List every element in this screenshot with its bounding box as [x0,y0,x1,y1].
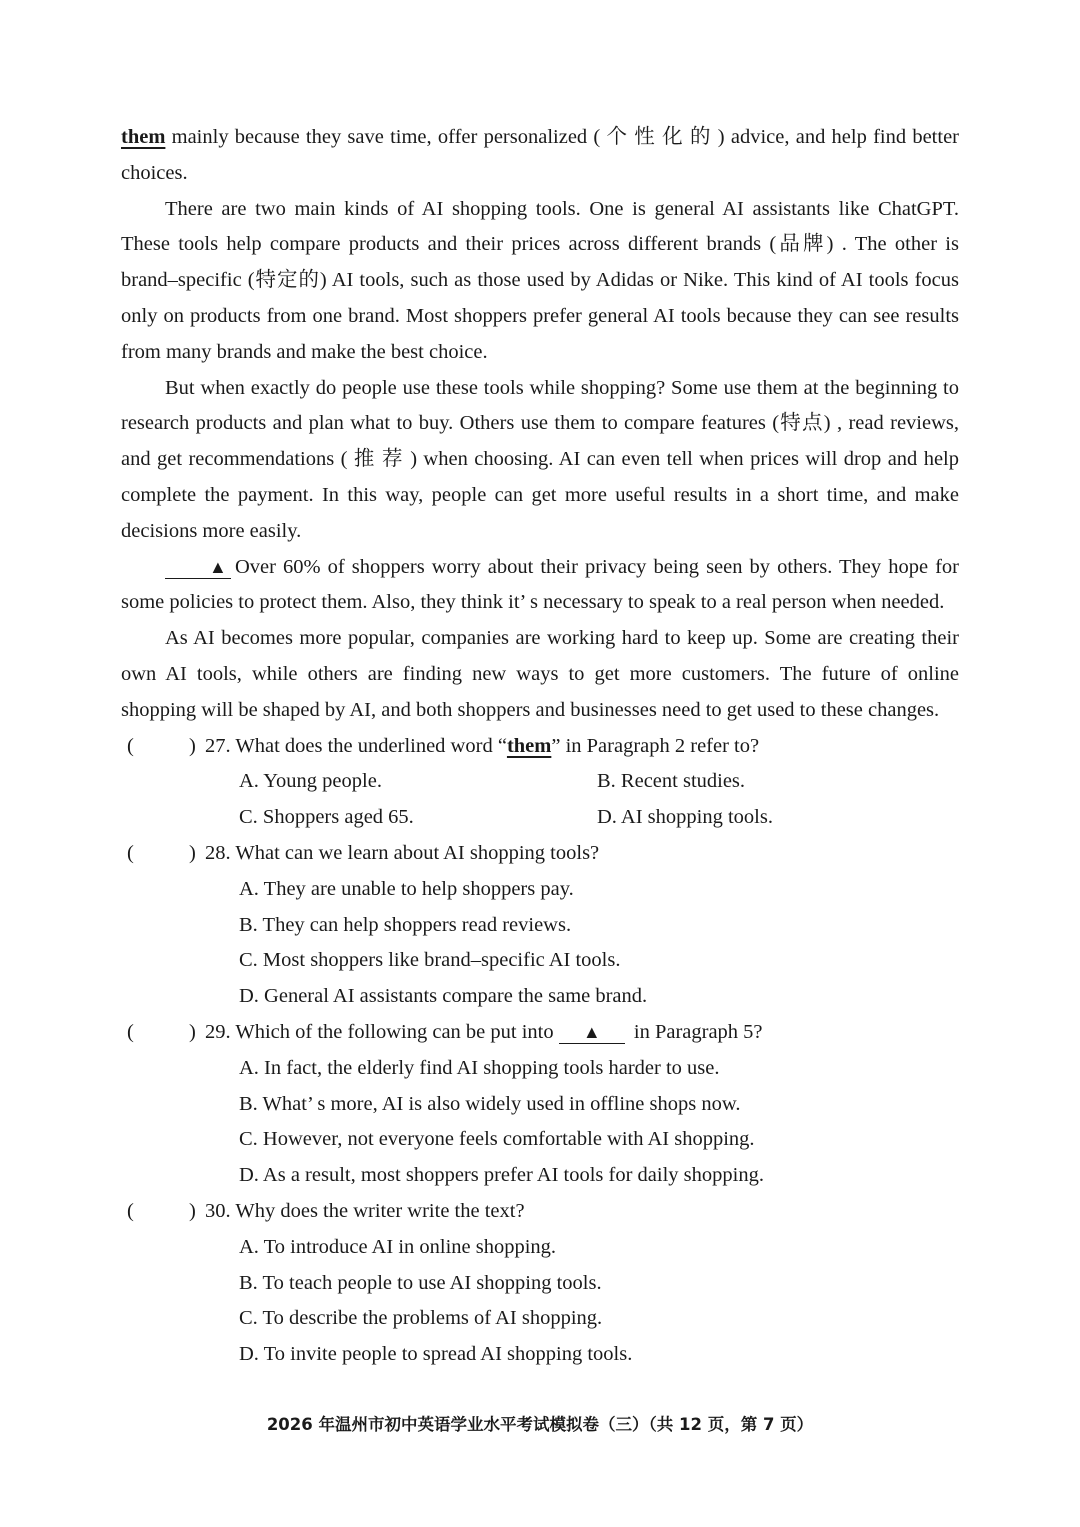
option-30-a[interactable]: A. To introduce AI in online shopping. [239,1235,557,1258]
question-30-stem: 30. Why does the writer write the text? [205,1199,525,1222]
answer-paren-close: ) [189,1020,196,1043]
option-30-b[interactable]: B. To teach people to use AI shopping tools. [239,1271,602,1294]
answer-paren-open: ( [127,841,134,864]
paragraph-4: But when exactly do people use these tools while shopping? Some use them at the beginning to research products and plan what to buy. Others use them to compare features (特点) , read reviews, and get recommendations ( 推 荐 ) when choosing. AI can even tell when prices will drop and help complete the payment. In this way, people can get more useful results in a short time, and make decisions more easily. [121,376,959,542]
option-28-b[interactable]: B. They can help shoppers read reviews. [239,913,572,936]
question-27 [121,729,959,836]
option-27-b[interactable]: B. Recent studies. [597,770,746,793]
answer-paren-close: ) [189,841,196,864]
page-footer: 2026 年温州市初中英语学业水平考试模拟卷（三）（共 12 页，第 7 页） [266,1415,814,1434]
paragraph-5-blank [165,556,231,579]
option-27-d[interactable]: D. AI shopping tools. [597,806,773,829]
answer-paren-close: ) [189,734,196,757]
triangle-icon: ▲ [209,556,227,577]
option-29-a[interactable]: A. In fact, the elderly find AI shopping tools harder to use. [239,1056,720,1079]
triangle-icon: ▲ [582,1021,601,1042]
paragraph-3: There are two main kinds of AI shopping tools. One is general AI assistants like ChatGPT. These tools help compare products and their prices across different brands (品牌) . The other is brand–specific (特定的) AI tools, such as those used by Adidas or Nike. This kind of AI tools focus only on products from one brand. Most shoppers prefer general AI tools because they can see results from many brands and make the best choice. [121,197,959,363]
paragraph-2-text: mainly because they save time, offer personalized ( 个 性 化 的 ) advice, and help find better choices. [121,126,959,184]
paragraph-6: As AI becomes more popular, companies are working hard to keep up. Some are creating their own AI tools, while others are finding new ways to get more customers. The future of online shopping will be shaped by AI, and both shoppers and businesses need to get used to these changes. [121,627,959,721]
option-28-c[interactable]: C. Most shoppers like brand–specific AI tools. [239,949,621,972]
option-28-a[interactable]: A. They are unable to help shoppers pay. [239,877,574,900]
question-30 [121,1194,959,1373]
paragraph-5-text: Over 60% of shoppers worry about their privacy being seen by others. They hope for some policies to protect them. Also, they think it’ s necessary to speak to a real person when needed. [121,555,959,614]
option-28-d[interactable]: D. General AI assistants compare the same brand. [239,985,648,1008]
paragraph-2-end [121,120,959,192]
answer-paren-close: ) [189,1199,196,1222]
option-29-d[interactable]: D. As a result, most shoppers prefer AI tools for daily shopping. [239,1164,764,1187]
paragraph-5 [121,550,959,622]
question-29 [121,1015,959,1194]
option-29-b[interactable]: B. What’ s more, AI is also widely used in offline shops now. [239,1092,741,1115]
answer-paren-open: ( [127,734,134,757]
question-29-blank [559,1021,625,1044]
option-27-a[interactable]: A. Young people. [239,770,382,793]
answer-paren-open: ( [127,1020,134,1043]
question-28-stem: 28. What can we learn about AI shopping tools? [205,841,600,864]
answer-paren-open: ( [127,1199,134,1222]
option-30-d[interactable]: D. To invite people to spread AI shopping tools. [239,1343,633,1366]
question-27-underlined-word: them [506,734,552,757]
option-29-c[interactable]: C. However, not everyone feels comfortable with AI shopping. [239,1128,755,1151]
question-27-stem: 27. What does the underlined word “them” in Paragraph 2 refer to? [205,734,760,757]
question-29-stem: 29. Which of the following can be put into ▲ in Paragraph 5? [205,1020,763,1043]
underlined-word-them: them [121,126,166,148]
exam-page [121,120,959,1373]
option-27-c[interactable]: C. Shoppers aged 65. [239,806,414,829]
question-28 [121,836,959,1015]
option-30-c[interactable]: C. To describe the problems of AI shopping. [239,1307,603,1330]
